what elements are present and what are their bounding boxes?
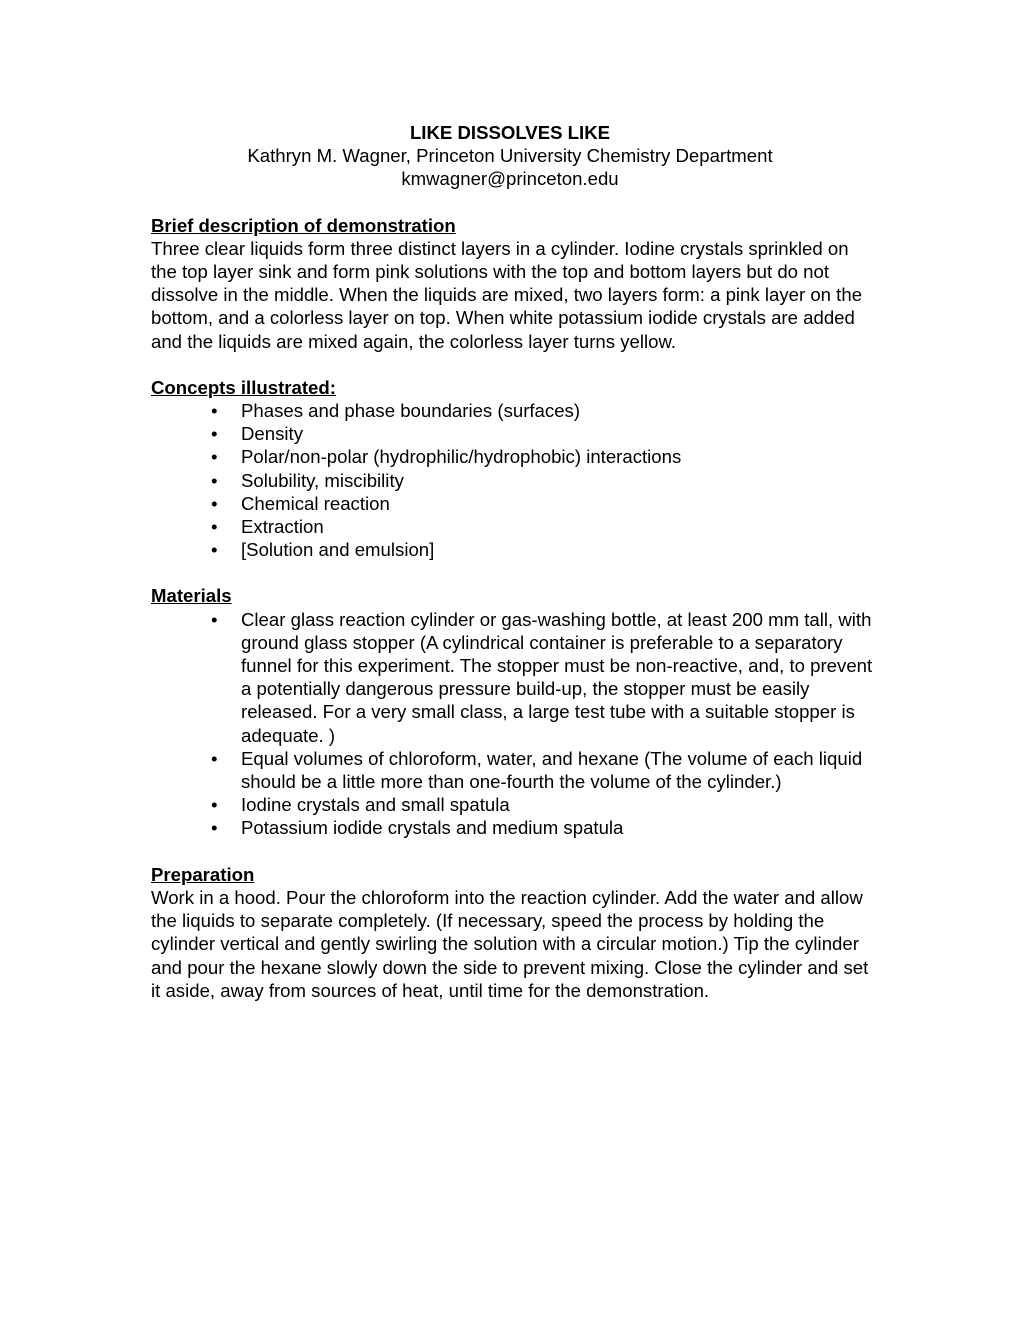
list-item: • [Solution and emulsion] (151, 538, 873, 561)
list-item: • Potassium iodide crystals and medium spatula (151, 816, 873, 839)
preparation-body: Work in a hood. Pour the chloroform into the reaction cylinder. Add the water and allow the liquids to separate completely. (If necessary, speed the process by holding the cylinder vertical and gently swirling the solution with a circular motion.) Tip the cylinder and pour the hexane slowly down the side to prevent mixing. Close the cylinder and set it aside, away from sources of heat, until time for the demonstration. (151, 886, 869, 1001)
list-item: • Density (151, 422, 873, 445)
concepts-heading: Concepts illustrated: (151, 376, 336, 398)
list-item: • Clear glass reaction cylinder or gas-washing bottle, at least 200 mm tall, with ground glass stopper (A cylindrical container is preferable to a separatory funnel for this experiment. The stopper must be non-reactive, and, to prevent a potentially dangerous pressure build-up, the stopper must be easily released. For a very small class, a large test tube with a suitable stopper is adequate. ) (151, 608, 873, 747)
materials-list (151, 608, 873, 840)
description-body: Three clear liquids form three distinct layers in a cylinder. Iodine crystals sprinkled on the top layer sink and form pink solutions with the top and bottom layers but do not dissolve in the middle. When the liquids are mixed, two layers form: a pink layer on the bottom, and a colorless layer on top. When white potassium iodide crystals are added and the liquids are mixed again, the colorless layer turns yellow. (151, 237, 863, 352)
document-page (151, 121, 873, 1002)
concepts-section (151, 376, 873, 562)
list-item: • Polar/non-polar (hydrophilic/hydrophobic) interactions (151, 445, 873, 468)
document-title: LIKE DISSOLVES LIKE (409, 122, 611, 143)
description-heading: Brief description of demonstration (151, 214, 456, 236)
list-item: • Iodine crystals and small spatula (151, 793, 873, 816)
preparation-section (151, 863, 873, 1002)
list-item: • Equal volumes of chloroform, water, and hexane (The volume of each liquid should be a little more than one-fourth the volume of the cylinder.) (151, 747, 873, 793)
document-header (149, 121, 871, 191)
list-item: • Phases and phase boundaries (surfaces) (151, 399, 873, 422)
materials-section (151, 584, 873, 839)
materials-heading: Materials (151, 585, 232, 607)
description-section (151, 214, 873, 353)
concepts-list (151, 399, 873, 561)
author-email: kmwagner@princeton.edu (401, 168, 619, 190)
preparation-heading: Preparation (151, 863, 255, 885)
list-item: • Solubility, miscibility (151, 469, 873, 492)
list-item: • Extraction (151, 515, 873, 538)
list-item: • Chemical reaction (151, 492, 873, 515)
author-line: Kathryn M. Wagner, Princeton University Chemistry Department (247, 145, 773, 167)
